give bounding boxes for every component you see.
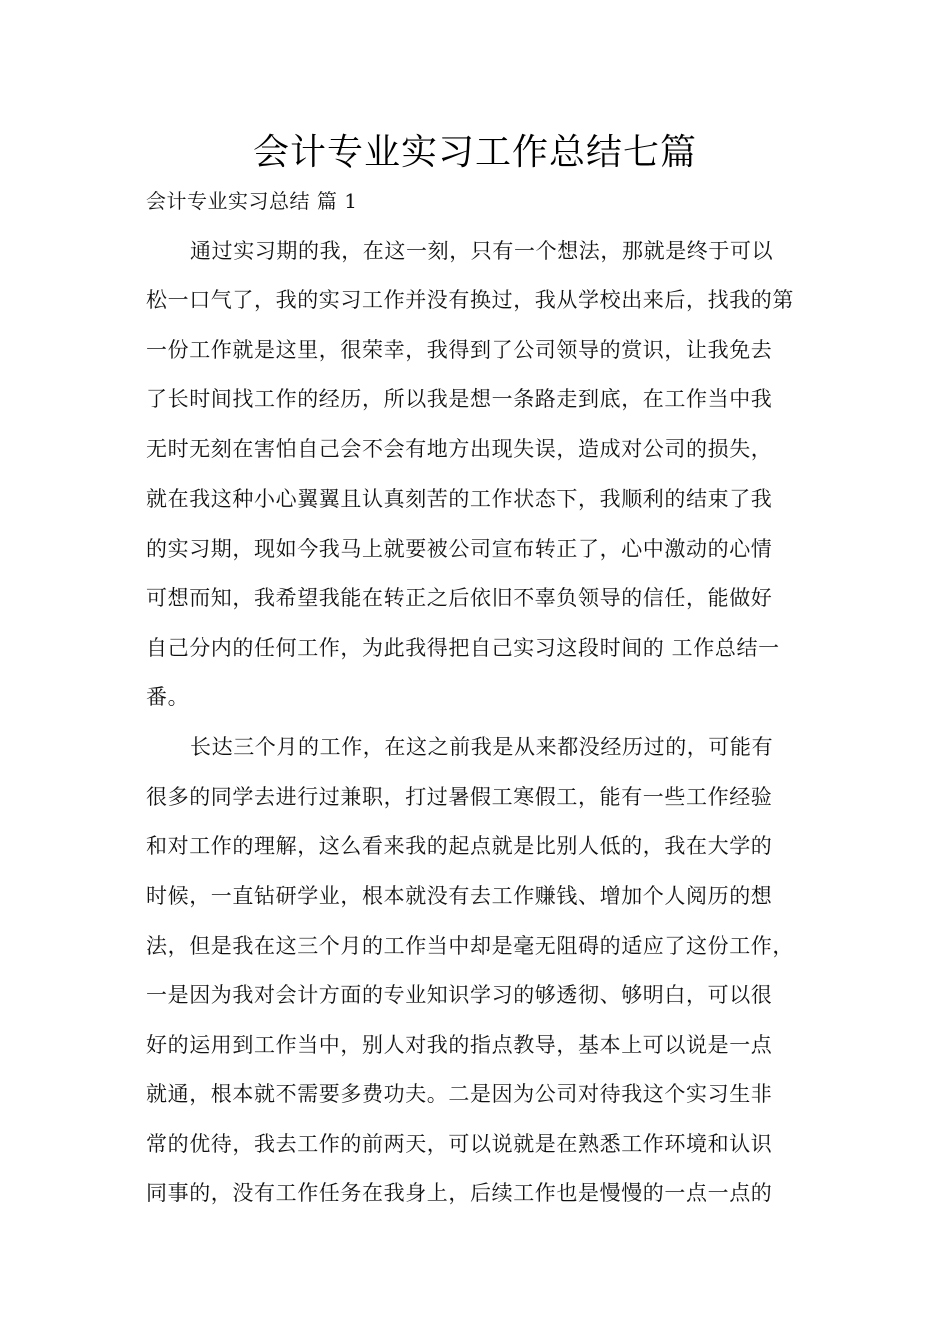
paragraph-2-line-10: 同事的，没有工作任务在我身上，后续工作也是慢慢的一点一点的 xyxy=(146,1181,773,1205)
paragraph-2-line-5: 法，但是我在这三个月的工作当中却是毫无阻碍的适应了这份工作， xyxy=(146,934,794,958)
paragraph-2-line-6: 一是因为我对会计方面的专业知识学习的够透彻、够明白，可以很 xyxy=(146,983,773,1007)
paragraph-1-line-9: 自己分内的任何工作，为此我得把自己实习这段时间的 工作总结一 xyxy=(146,636,780,660)
paragraph-1-line-10: 番。 xyxy=(146,685,190,709)
paragraph-2-line-4: 时候，一直钻研学业，根本就没有去工作赚钱、增加个人阅历的想 xyxy=(146,884,773,908)
paragraph-1-line-4: 了长时间找工作的经历，所以我是想一条路走到底，在工作当中我 xyxy=(146,387,773,411)
paragraph-1-line-3: 一份工作就是这里，很荣幸，我得到了公司领导的赏识，让我免去 xyxy=(146,338,773,362)
section-heading: 会计专业实习总结 篇 1 xyxy=(146,189,358,213)
paragraph-1-line-7: 的实习期，现如今我马上就要被公司宣布转正了，心中激动的心情 xyxy=(146,537,773,561)
paragraph-2-line-2: 很多的同学去进行过兼职，打过暑假工寒假工，能有一些工作经验 xyxy=(146,785,773,809)
paragraph-2-line-9: 常的优待，我去工作的前两天，可以说就是在熟悉工作环境和认识 xyxy=(146,1132,773,1156)
paragraph-2-line-1: 长达三个月的工作，在这之前我是从来都没经历过的，可能有 xyxy=(190,735,774,759)
paragraph-2-line-3: 和对工作的理解，这么看来我的起点就是比别人低的，我在大学的 xyxy=(146,834,773,858)
document-title: 会计专业实习工作总结七篇 xyxy=(252,132,697,173)
paragraph-1-line-8: 可想而知，我希望我能在转正之后依旧不辜负领导的信任，能做好 xyxy=(146,586,773,610)
paragraph-1-line-2: 松一口气了，我的实习工作并没有换过，我从学校出来后，找我的第 xyxy=(146,288,794,312)
paragraph-2-line-8: 就通，根本就不需要多费功夫。二是因为公司对待我这个实习生非 xyxy=(146,1082,773,1106)
paragraph-1-line-5: 无时无刻在害怕自己会不会有地方出现失误，造成对公司的损失， xyxy=(146,437,773,461)
paragraph-2-line-7: 好的运用到工作当中，别人对我的指点教导，基本上可以说是一点 xyxy=(146,1033,773,1057)
paragraph-1-line-6: 就在我这种小心翼翼且认真刻苦的工作状态下，我顺利的结束了我 xyxy=(146,487,773,511)
paragraph-1-line-1: 通过实习期的我，在这一刻，只有一个想法，那就是终于可以 xyxy=(190,239,774,263)
